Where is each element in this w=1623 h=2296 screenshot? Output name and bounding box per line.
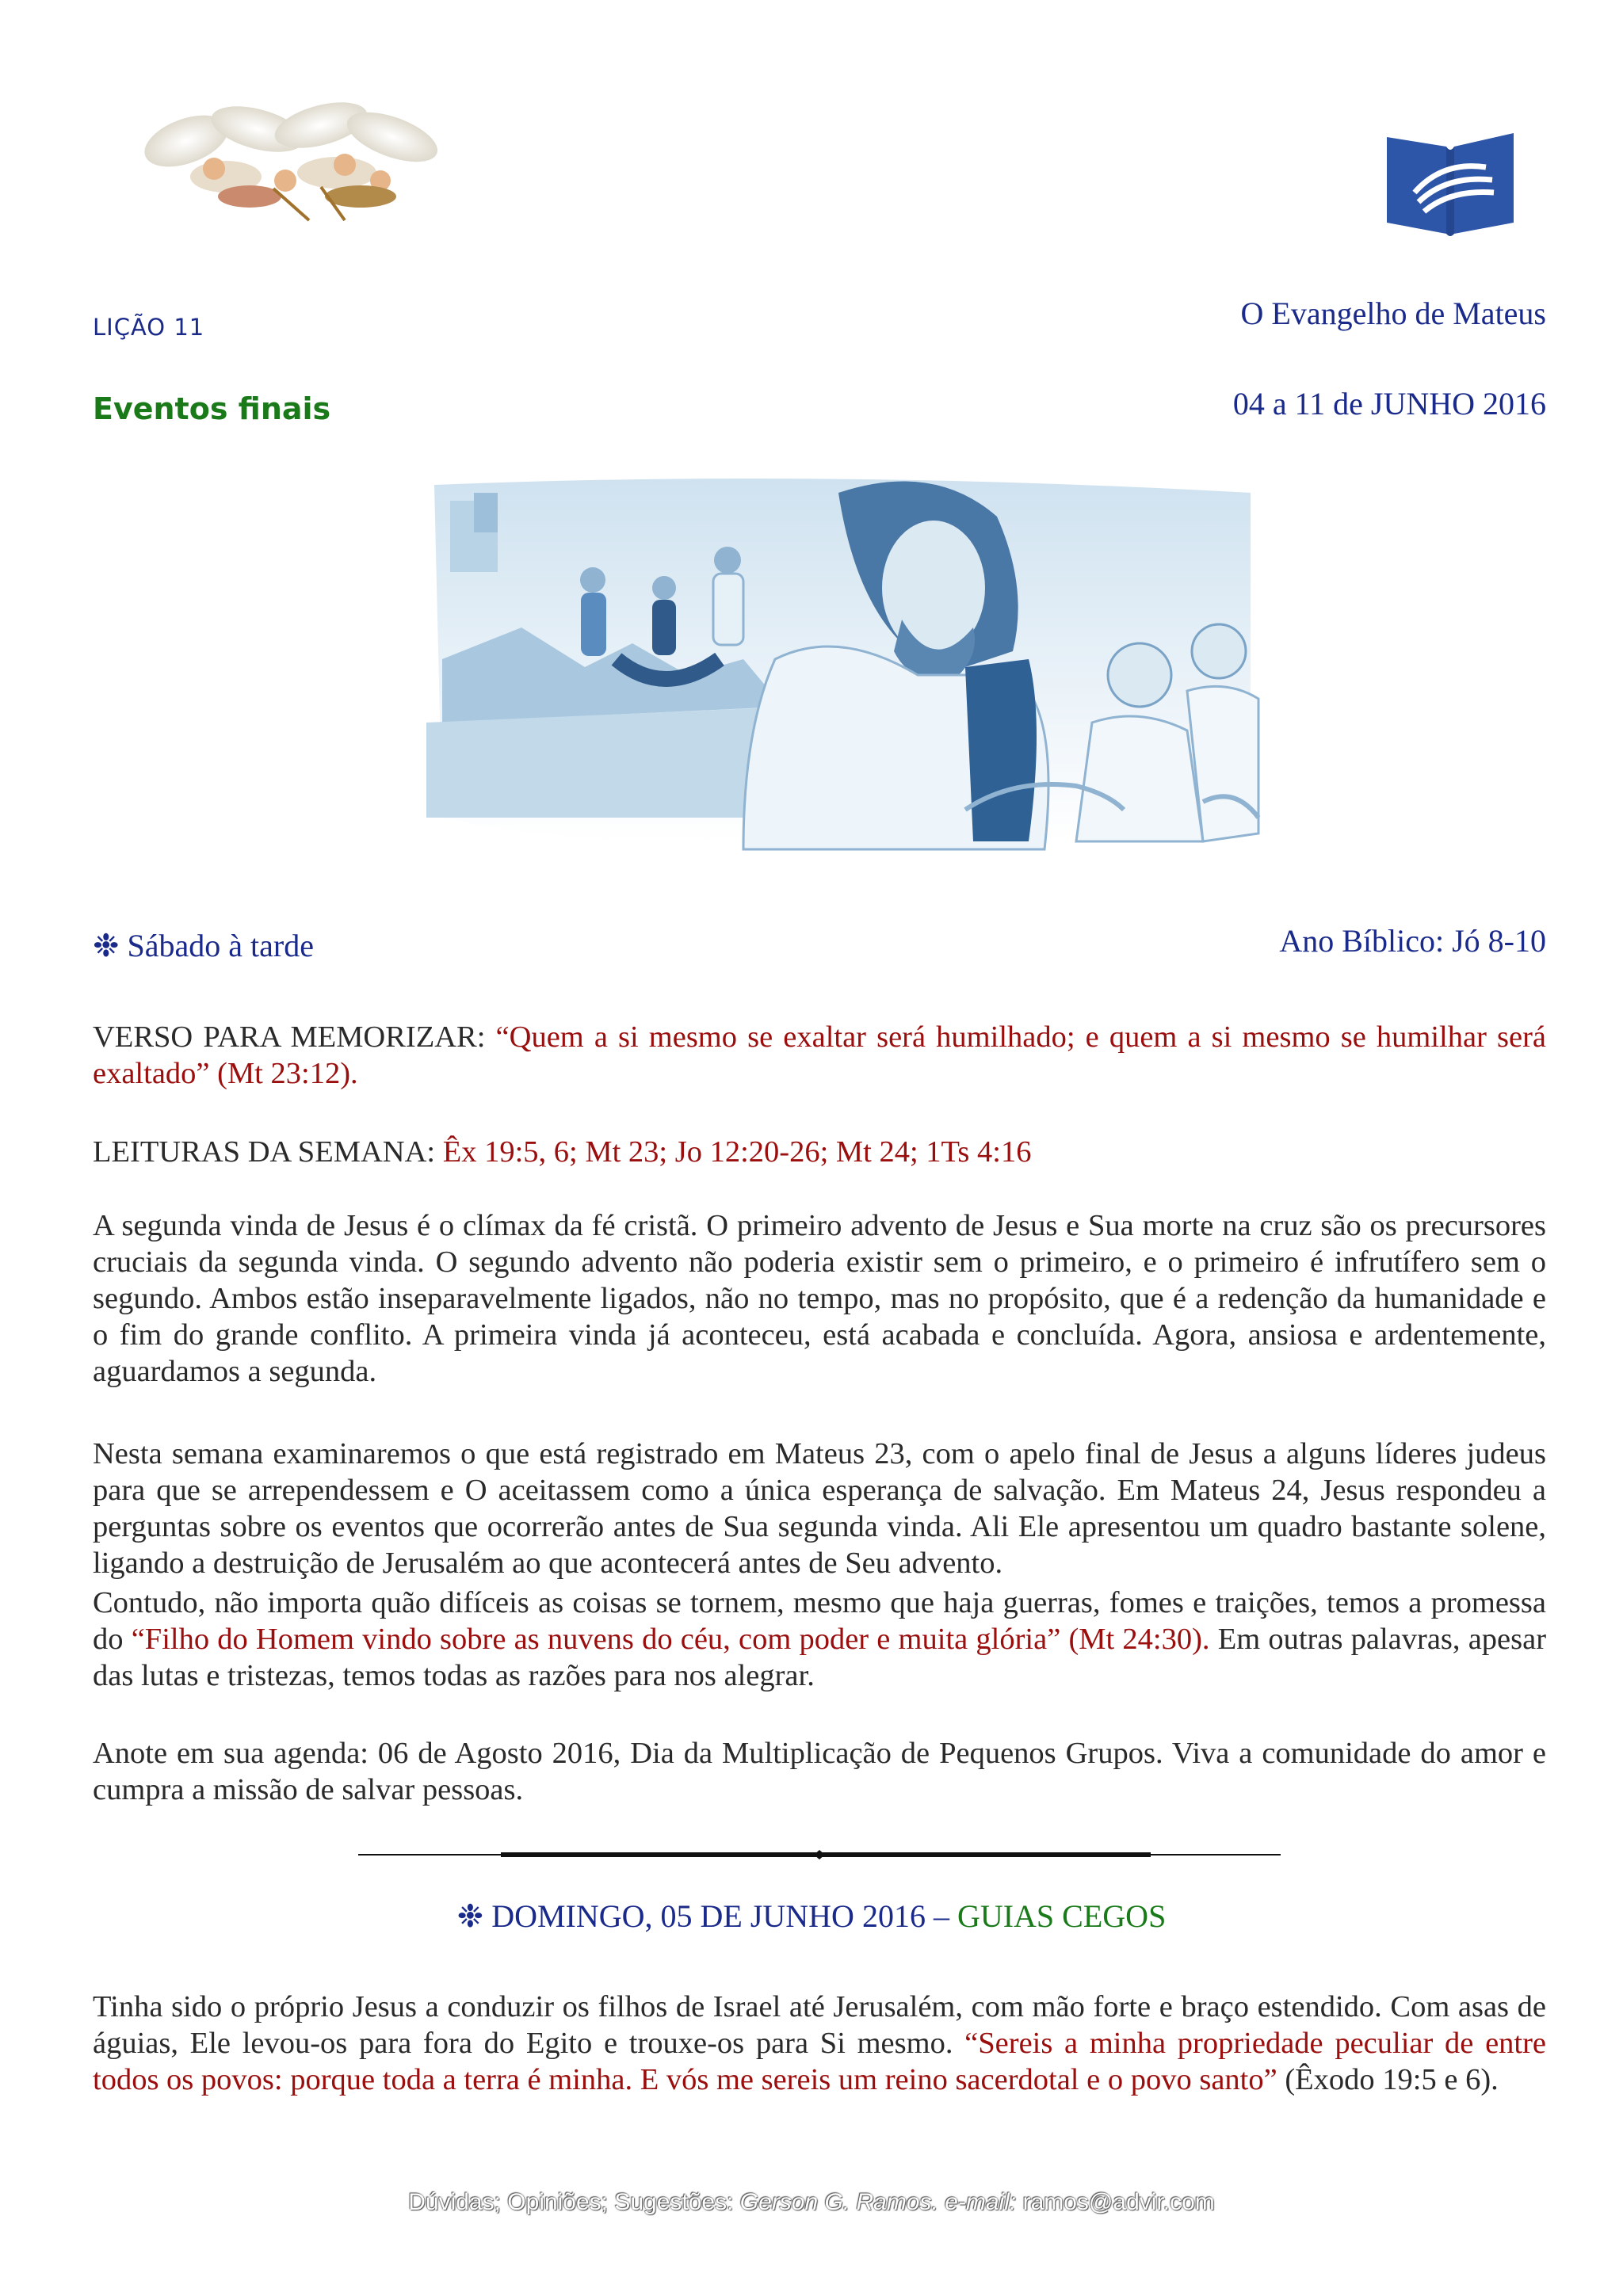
memory-verse-text: “Quem a si mesmo se exaltar será humilhado; e quem a si mesmo se humilhar será exaltado” (Mt 23:12). [93, 1020, 1546, 1090]
sunday-date: DOMINGO, 05 DE JUNHO 2016 – [491, 1898, 949, 1934]
church-logo-icon [1383, 129, 1518, 240]
lesson-title: Eventos finais [93, 391, 331, 426]
intro-paragraph-3-start: Contudo, não importa quão difíceis as coisas se tornem, mesmo que haja guerras, fomes e traições, temos a promessa do [93, 1586, 1546, 1656]
footer-label: Dúvidas; Opiniões; Sugestões: [408, 2189, 734, 2215]
flower-icon: ❉ [93, 928, 120, 963]
intro-paragraph-1: A segunda vinda de Jesus é o clímax da fé cristã. O primeiro advento de Jesus e Sua morte na cruz são os precursores cruciais da segunda vinda. O segundo advento não poderia existir sem o primeiro, e o primeiro é infrutífero sem o segundo. Ambos estão inseparavelmente ligados, não no tempo, mas no propósito, que é a redenção da humanidade e o fim do grande conflito. A primeira vinda já aconteceu, está acabada e concluída. Agora, ansiosa e ardentemente, aguardamos a segunda. [93, 1209, 1546, 1388]
sabbath-heading [93, 927, 314, 964]
section-divider [358, 1848, 1281, 1862]
sabbath-label: Sábado à tarde [127, 928, 314, 963]
weekly-readings [93, 1134, 1546, 1170]
sunday-subtitle: GUIAS CEGOS [957, 1898, 1167, 1934]
bible-year: Ano Bíblico: Jó 8-10 [1279, 923, 1546, 959]
intro-paragraph-3-end: Em outras palavras, apesar das lutas e tristezas, temos todas as razões para nos alegrar. [93, 1623, 1547, 1692]
sunday-paragraph [93, 1989, 1546, 2098]
book-title: O Evangelho de Mateus [1240, 296, 1546, 331]
footer-author: Gerson G. Ramos. e-mail: [739, 2189, 1017, 2215]
intro-paragraph-3 [93, 1585, 1546, 1694]
memory-verse-label: VERSO PARA MEMORIZAR: [93, 1020, 486, 1054]
sunday-heading [0, 1897, 1623, 1935]
intro-paragraph-2: Nesta semana examinaremos o que está registrado em Mateus 23, com o apelo final de Jesus a alguns líderes judeus para que se arrependessem e O aceitassem como a única esperança de salvação. Em Mateus 24, Jesus respondeu a perguntas sobre os eventos que ocorrerão antes de Sua segunda vinda. Ali Ele apresentou um quadro bastante solene, ligando a destruição de Jerusalém ao que acontecerá antes de Seu advento. [93, 1437, 1546, 1580]
flower-icon: ❉ [456, 1898, 484, 1934]
date-range: 04 a 11 de JUNHO 2016 [1232, 386, 1546, 421]
sunday-paragraph-quote: “Sereis a minha propriedade peculiar de entre todos os povos: porque toda a terra é minha. E vós me sereis um reino sacerdotal e o povo santo” [93, 2027, 1547, 2096]
intro-paragraph-4: Anote em sua agenda: 06 de Agosto 2016, Dia da Multiplicação de Pequenos Grupos. Viva a comunidade do amor e cumpra a missão de salvar pessoas. [93, 1737, 1546, 1806]
page-footer [0, 2189, 1623, 2216]
lesson-number: LIÇÃO 11 [93, 314, 205, 341]
memory-verse [93, 1019, 1546, 1092]
angels-illustration [139, 93, 448, 232]
sunday-paragraph-ref: (Êxodo 19:5 e 6). [1277, 2063, 1499, 2096]
footer-email[interactable]: ramos@advir.com [1022, 2189, 1215, 2215]
intro-paragraph-3-quote: “Filho do Homem vindo sobre as nuvens do céu, com poder e muita glória” (Mt 24:30). [131, 1623, 1210, 1656]
readings-text: Êx 19:5, 6; Mt 23; Jo 12:20-26; Mt 24; 1Ts 4:16 [442, 1135, 1032, 1169]
sunday-paragraph-start: Tinha sido o próprio Jesus a conduzir os filhos de Israel até Jerusalém, com mão forte e braço estendido. Com asas de águias, Ele levou-os para fora do Egito e trouxe-os para Si mesmo. [93, 1990, 1546, 2060]
jesus-teaching-illustration [426, 469, 1266, 857]
readings-label: LEITURAS DA SEMANA: [93, 1135, 436, 1169]
